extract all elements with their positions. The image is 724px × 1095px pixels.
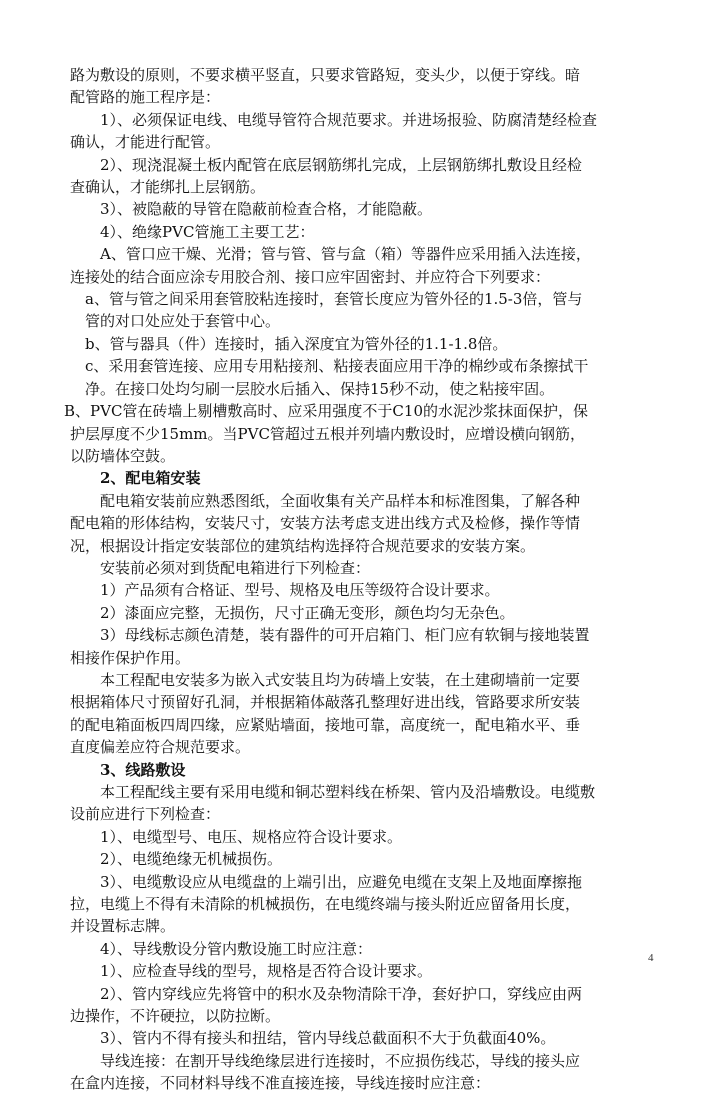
text-line: 配管路的施工程序是： — [70, 88, 221, 107]
text-line: 护层厚度不少15mm。当PVC管超过五根并列墙内敷设时，应增设横向钢筋， — [70, 424, 585, 443]
text-line: 在盒内连接，不同材料导线不准直接连接，导线连接时应注意： — [70, 1074, 491, 1093]
text-line: B、PVC管在砖墙上剔槽敷高时、应采用强度不于C10的水泥沙浆抹面保护，保 — [64, 402, 588, 421]
text-line: 边操作，不许硬拉，以防拉断。 — [70, 1007, 281, 1026]
text-line: 1）、应检查导线的型号，规格是否符合设计要求。 — [100, 962, 433, 981]
text-line: 4）、导线敷设分管内敷设施工时应注意： — [100, 939, 373, 958]
text-line: b、管与器具（件）连接时，插入深度宜为管外径的1.1-1.8倍。 — [85, 334, 508, 353]
section-heading: 2、配电箱安装 — [100, 469, 201, 488]
text-line: A、管口应干燥、光滑；管与管、管与盒（箱）等器件应采用插入法连接， — [100, 245, 591, 264]
document-body — [64, 64, 670, 1095]
text-line: a、管与管之间采用套管胶粘连接时，套管长度应为管外径的1.5-3倍，管与 — [85, 290, 583, 309]
text-line: 查确认，才能绑扎上层钢筋。 — [70, 178, 266, 197]
text-line: 况，根据设计指定安装部位的建筑结构选择符合规范要求的安装方案。 — [70, 536, 536, 555]
text-line: 本工程配线主要有采用电缆和铜芯塑料线在桥架、管内及沿墙敷设。电缆敷 — [100, 783, 596, 801]
text-line: 根据箱体尺寸预留好孔洞，并根据箱体敲落孔整理好进出线，管路要求所安装 — [70, 693, 581, 712]
text-line: 3）、被隐蔽的导管在隐蔽前检查合格，才能隐蔽。 — [100, 200, 433, 219]
text-line: 3）母线标志颜色清楚，装有器件的可开启箱门、柜门应有软铜与接地装置 — [100, 626, 590, 645]
text-line: 连接处的结合面应涂专用胶合剂、接口应牢固密封、并应符合下列要求： — [70, 267, 551, 286]
text-line: 直度偏差应符合规范要求。 — [70, 738, 251, 757]
text-line: 净。在接口处均匀刷一层胶水后插入、保持15秒不动，使之粘接牢固。 — [85, 379, 555, 398]
text-line: 拉，电缆上不得有未清除的机械损伤，在电缆终端与接头附近应留备用长度， — [70, 895, 581, 914]
text-line: 4）、绝缘PVC管施工主要工艺： — [100, 222, 315, 241]
text-line: 2）、现浇混凝土板内配管在底层钢筋绑扎完成，上层钢筋绑扎敷设且经检 — [100, 155, 583, 174]
text-line: 2）、管内穿线应先将管中的积水及杂物清除干净，套好护口，穿线应由两 — [100, 984, 583, 1003]
text-line: 配电箱安装前应熟悉图纸，全面收集有关产品样本和标准图集，了解各种 — [100, 491, 581, 510]
text-line: 3）、管内不得有接头和扭结，管内导线总截面积不大于负截面40%。 — [100, 1029, 556, 1048]
text-line: 的配电箱面板四周四缘，应紧贴墙面，接地可靠，高度统一，配电箱水平、垂 — [70, 715, 581, 734]
text-line: 1）产品须有合格证、型号、规格及电压等级符合设计要求。 — [100, 581, 500, 600]
text-line: 管的对口处应处于套管中心。 — [85, 312, 281, 331]
page-number: 4 — [648, 952, 654, 964]
text-line: 1）、电缆型号、电压、规格应符合设计要求。 — [100, 827, 403, 846]
text-line: 确认，才能进行配管。 — [70, 133, 221, 152]
text-line: 1）、必须保证电线、电缆导管符合规范要求。并进场报验、防腐清楚经检查 — [100, 110, 598, 129]
text-line: 本工程配电安装多为嵌入式安装且均为砖墙上安装，在土建砌墙前一定要 — [100, 670, 581, 689]
text-line: 设前应进行下列检查： — [70, 805, 221, 824]
text-line: 3）、电缆敷设应从电缆盘的上端引出，应避免电缆在支架上及地面摩擦拖 — [100, 872, 583, 891]
text-line: 以防墙体空鼓。 — [70, 446, 176, 465]
text-line: 2）漆面应完整，无损伤，尺寸正确无变形，颜色均匀无杂色。 — [100, 603, 515, 622]
text-line: 导线连接：在割开导线绝缘层进行连接时，不应损伤线芯，导线的接头应 — [100, 1051, 581, 1070]
text-line: c、采用套管连接、应用专用粘接剂、粘接表面应用干净的棉纱或布条擦拭干 — [85, 357, 589, 376]
text-line: 相接作保护作用。 — [70, 648, 191, 667]
text-line: 2）、电缆绝缘无机械损伤。 — [100, 850, 283, 869]
text-line: 配电箱的形体结构，安装尺寸，安装方法考虑支进出线方式及检修，操作等情 — [70, 514, 581, 533]
text-line: 并设置标志牌。 — [70, 917, 176, 936]
text-line: 路为敷设的原则，不要求横平竖直，只要求管路短，变头少，以便于穿线。暗 — [70, 66, 581, 84]
section-heading: 3、线路敷设 — [100, 760, 186, 779]
text-line: 安装前必须对到货配电箱进行下列检查： — [100, 558, 371, 577]
